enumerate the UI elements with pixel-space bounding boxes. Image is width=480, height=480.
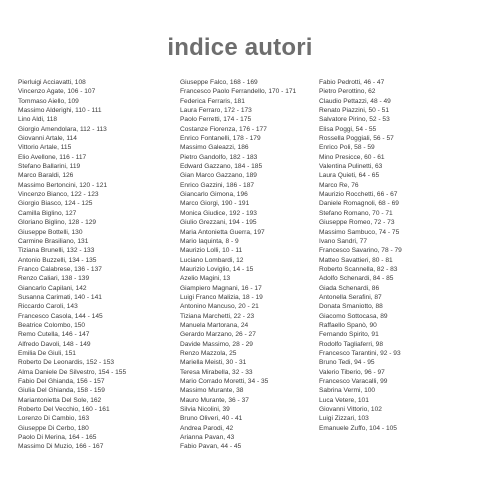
- index-entry: Massimo Alderighi, 110 - 111: [18, 107, 102, 115]
- index-entry: Franco Calabrese, 136 - 137: [18, 265, 102, 273]
- index-entry: Giuseppe Romeo, 72 - 73: [319, 219, 395, 227]
- index-entry: Silvia Nicolini, 39: [180, 406, 230, 414]
- index-entry: Tiziana Brunelli, 132 - 133: [18, 247, 95, 255]
- index-entry: Renzo Mazzola, 25: [180, 349, 237, 357]
- index-entry: Antonino Mancuso, 20 - 21: [180, 303, 259, 311]
- index-entry: Marco Giorgi, 190 - 191: [180, 200, 250, 208]
- index-entry: Luigi Zizzari, 103: [319, 415, 369, 423]
- index-entry: Laura Quieti, 64 - 65: [319, 172, 380, 180]
- index-entry: Giada Schenardi, 86: [319, 284, 380, 292]
- index-entry: Davide Massimo, 28 - 29: [180, 340, 253, 348]
- index-entry: Claudio Pettazzi, 48 - 49: [319, 97, 391, 105]
- index-entry: Andrea Parodi, 42: [180, 424, 234, 432]
- index-entry: Arianna Pavan, 43: [180, 434, 235, 442]
- index-entry: Roberto De Leonardis, 152 - 153: [18, 359, 115, 367]
- index-entry: Mauro Murante, 36 - 37: [180, 396, 249, 404]
- index-entry: Roberto Del Vecchio, 160 - 161: [18, 406, 110, 414]
- index-entry: Massimo Galeazzi, 186: [180, 144, 249, 152]
- index-entry: Giulio Grezzani, 194 - 195: [180, 219, 257, 227]
- index-entry: Edward Gazzano, 184 - 185: [180, 163, 263, 171]
- index-entry: Azelio Magini, 13: [180, 275, 231, 283]
- index-entry: Valentina Pulinetti, 63: [319, 163, 383, 171]
- index-entry: Emanuele Zuffo, 104 - 105: [319, 424, 397, 432]
- index-entry: Elisa Poggi, 54 - 55: [319, 125, 377, 133]
- index-entry: Mario Iaquinta, 8 - 9: [180, 237, 239, 245]
- index-entry: Giancarlo Capilani, 142: [18, 284, 87, 292]
- index-entry: Luca Vetere, 101: [319, 396, 369, 404]
- index-entry: Marco Re, 76: [319, 181, 359, 189]
- index-entry: Manuela Martorana, 24: [180, 321, 249, 329]
- index-entry: Tiziana Marchetti, 22 - 23: [180, 312, 255, 320]
- index-entry: Giampiero Magnani, 16 - 17: [180, 284, 262, 292]
- index-entry: Mino Presicce, 60 - 61: [319, 153, 385, 161]
- index-entry: Giuseppe Falco, 168 - 169: [180, 79, 258, 86]
- index-entry: Tommaso Aiello, 109: [18, 97, 79, 105]
- index-entry: Paolo Ferretti, 174 - 175: [180, 116, 252, 124]
- index-column-1: [18, 78, 126, 452]
- index-entry: Antonio Buzzelli, 134 - 135: [18, 256, 97, 264]
- index-entry: Laura Ferraro, 172 - 173: [180, 107, 252, 115]
- index-entry: Vincenzo Agate, 106 - 107: [18, 88, 96, 96]
- index-entry: Beatrice Colombo, 150: [18, 321, 86, 329]
- index-entry: Giovanni Artale, 114: [18, 135, 77, 143]
- index-entry: Pietro Perottino, 62: [319, 88, 376, 96]
- index-entry: Camilla Biglino, 127: [18, 209, 77, 217]
- index-entry: Emilia De Giuli, 151: [18, 349, 76, 357]
- index-entry: Luciano Lombardi, 12: [180, 256, 244, 264]
- index-entry: Paolo Di Merina, 164 - 165: [18, 434, 97, 442]
- index-entry: Giorgio Biasco, 124 - 125: [18, 200, 93, 208]
- index-entry: Rossella Poggiali, 56 - 57: [319, 135, 394, 143]
- index-entry: Mariella Meisti, 30 - 31: [180, 359, 247, 367]
- index-entry: Francesco Varacalli, 99: [319, 378, 388, 385]
- index-entry: Rodolfo Tagliaferri, 98: [319, 340, 384, 348]
- index-entry: Valerio Tiberio, 96 - 97: [319, 368, 385, 376]
- index-entry: Monica Giudice, 192 - 193: [180, 209, 257, 217]
- index-entry: Daniele Romagnoli, 68 - 69: [319, 200, 399, 208]
- index-entry: Riccardo Caroli, 143: [18, 303, 78, 311]
- index-entry: Fabio Pedrotti, 46 - 47: [319, 79, 385, 86]
- index-entry: Pietro Gandolfo, 182 - 183: [180, 153, 258, 161]
- index-entry: Fernando Spirito, 91: [319, 331, 379, 339]
- index-entry: Remo Cutella, 146 - 147: [18, 331, 90, 339]
- index-entry: Renato Piazzini, 50 - 51: [319, 107, 390, 115]
- index-entry: Renzo Caliari, 138 - 139: [18, 275, 90, 283]
- index-entry: Mario Corrado Moretti, 34 - 35: [180, 378, 269, 385]
- index-entry: Salvatore Pirino, 52 - 53: [319, 116, 390, 124]
- index-entry: Maurizio Rocchetti, 66 - 67: [319, 191, 398, 199]
- index-entry: Giancarlo Gimona, 196: [180, 191, 248, 199]
- page-title: indice autori: [167, 34, 313, 61]
- index-entry: Giacomo Sottocasa, 89: [319, 312, 388, 320]
- index-entry: Luigi Franco Malizia, 18 - 19: [180, 293, 263, 301]
- index-entry: Maurizio Loviglio, 14 - 15: [180, 265, 254, 273]
- index-entry: Carmine Brasiliano, 131: [18, 237, 89, 245]
- index-entry: Francesco Paolo Ferrandello, 170 - 171: [180, 88, 297, 96]
- index-entry: Marco Baraldi, 126: [18, 172, 74, 180]
- index-entry: Adolfo Schenardi, 84 - 85: [319, 275, 394, 283]
- index-entry: Antonella Serafini, 87: [319, 293, 382, 301]
- index-entry: Francesco Tarantini, 92 - 93: [319, 349, 401, 357]
- index-entry: Lorenzo Di Cambio, 163: [18, 415, 90, 423]
- index-entry: Roberto Scannella, 82 - 83: [319, 265, 398, 273]
- index-entry: Fabio Del Ghianda, 156 - 157: [18, 378, 105, 385]
- index-entry: Bruno Tedi, 94 - 95: [319, 359, 375, 367]
- index-entry: Vincenzo Bianco, 122 - 123: [18, 191, 99, 199]
- index-entry: Elio Avellone, 116 - 117: [18, 153, 87, 161]
- index-entry: Giulia Del Ghianda, 158 - 159: [18, 387, 105, 395]
- index-entry: Lino Aldi, 118: [18, 116, 58, 124]
- index-entry: Sabrina Vermi, 100: [319, 387, 376, 395]
- index-entry: Massimo Bertoncini, 120 - 121: [18, 181, 108, 189]
- index-entry: Raffaello Spanò, 90: [319, 321, 377, 329]
- index-entry: Maria Antonietta Guerra, 197: [180, 228, 265, 236]
- index-entry: Enrico Fontanelli, 178 - 179: [180, 135, 261, 143]
- index-entry: Alma Daniele De Silvestro, 154 - 155: [18, 368, 127, 376]
- index-column-2: [180, 78, 296, 452]
- index-entry: Costanze Fiorenza, 176 - 177: [180, 125, 267, 133]
- index-entry: Stefano Ballarini, 119: [18, 163, 81, 171]
- index-entry: Gerardo Marzano, 26 - 27: [180, 331, 256, 339]
- index-entry: Enrico Gazzini, 186 - 187: [180, 181, 255, 189]
- index-column-3: [319, 78, 402, 433]
- index-entry: Francesco Savarino, 78 - 79: [319, 247, 402, 255]
- index-entry: Giuseppe Bottelli, 130: [18, 228, 83, 236]
- index-entry: Federica Ferraris, 181: [180, 97, 245, 105]
- index-entry: Mariantonietta Del Sole, 162: [18, 396, 102, 404]
- index-entry: Vittorio Artale, 115: [18, 144, 72, 152]
- index-entry: Giuseppe Di Cerbo, 180: [18, 424, 89, 432]
- index-entry: Massimo Di Muzio, 166 - 167: [18, 443, 104, 451]
- index-entry: Enrico Poli, 58 - 59: [319, 144, 375, 152]
- index-entry: Ivano Sandri, 77: [319, 237, 368, 245]
- index-entry: Donata Smaniotto, 88: [319, 303, 383, 311]
- index-entry: Pierluigi Acciavatti, 108: [18, 79, 86, 86]
- index-entry: Francesco Casola, 144 - 145: [18, 312, 103, 320]
- index-entry: Teresa Mirabella, 32 - 33: [180, 368, 253, 376]
- index-entry: Massimo Murante, 38: [180, 387, 244, 395]
- index-entry: Giorgio Amendolara, 112 - 113: [18, 125, 107, 133]
- index-entry: Stefano Romano, 70 - 71: [319, 209, 393, 217]
- index-entry: Gian Marco Gazzano, 189: [180, 172, 257, 180]
- index-entry: Maurizio Lolli, 10 - 11: [180, 247, 243, 255]
- index-entry: Giovanni Vittorio, 102: [319, 406, 382, 414]
- index-entry: Susanna Carimati, 140 - 141: [18, 293, 102, 301]
- index-entry: Bruno Oliveri, 40 - 41: [180, 415, 243, 423]
- index-entry: Massimo Sambuco, 74 - 75: [319, 228, 400, 236]
- index-entry: Alfredo Davoli, 148 - 149: [18, 340, 91, 348]
- index-entry: Fabio Pavan, 44 - 45: [180, 443, 242, 451]
- index-entry: Matteo Savattieri, 80 - 81: [319, 256, 393, 264]
- index-entry: Gloriano Biglino, 128 - 129: [18, 219, 97, 227]
